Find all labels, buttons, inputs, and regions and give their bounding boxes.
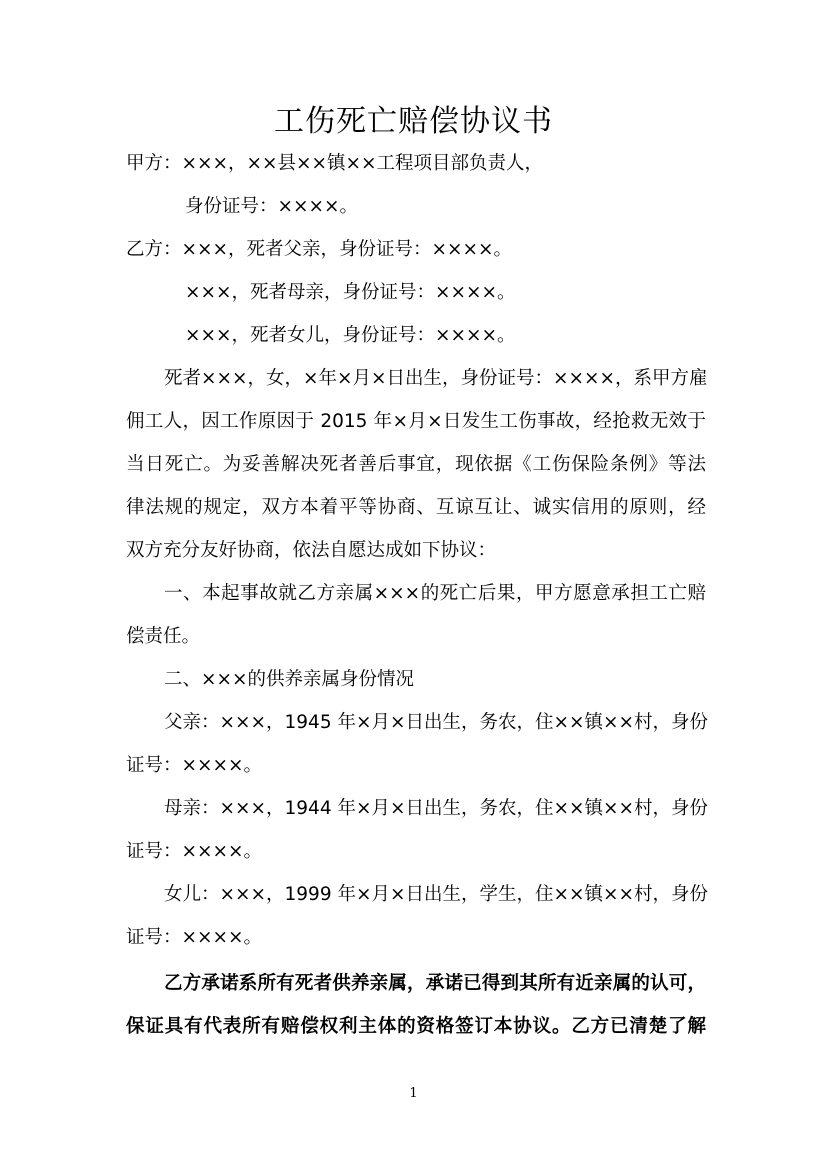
clause-two-heading: 二、×××的供养亲属身份情况 — [164, 669, 415, 690]
paragraph-line: 死者×××，女，×年×月×日出生，身份证号：××××，系甲方雇 — [164, 368, 708, 389]
mother-info-line: 证号：××××。 — [126, 841, 263, 862]
paragraph-line: 佣工人，因工作原因于 2015 年×月×日发生工伤事故，经抢救无效于 — [126, 411, 706, 432]
commitment-line: 乙方承诺系所有死者供养亲属，承诺已得到其所有近亲属的认可， — [164, 973, 706, 994]
paragraph-line: 双方充分友好协商，依法自愿达成如下协议： — [126, 540, 497, 561]
father-info-line: 父亲：×××，1945 年×月×日出生，务农，住××镇××村，身份 — [164, 712, 708, 733]
clause-one-line: 偿责任。 — [126, 626, 201, 647]
party-a-id-line: 身份证号：××××。 — [185, 196, 359, 217]
page-number: 1 — [409, 1086, 418, 1101]
party-b-daughter-line: ×××，死者女儿，身份证号：××××。 — [185, 325, 516, 346]
paragraph-line: 律法规的规定，双方本着平等协商、互谅互让、诚实信用的原则，经 — [126, 497, 706, 518]
commitment-line: 保证具有代表所有赔偿权利主体的资格签订本协议。乙方已清楚了解 — [126, 1016, 706, 1037]
clause-one-line: 一、本起事故就乙方亲属×××的死亡后果，甲方愿意承担工亡赔 — [164, 583, 706, 604]
daughter-info-line: 证号：××××。 — [126, 927, 263, 948]
mother-info-line: 母亲：×××，1944 年×月×日出生，务农，住××镇××村，身份 — [164, 798, 708, 819]
document-title: 工伤死亡赔偿协议书 — [274, 104, 553, 139]
father-info-line: 证号：××××。 — [126, 755, 263, 776]
party-b-mother-line: ×××，死者母亲，身份证号：××××。 — [185, 282, 516, 303]
paragraph-line: 当日死亡。为妥善解决死者善后事宜，现依据《工伤保险条例》等法 — [126, 454, 706, 475]
party-b-father-line: 乙方：×××，死者父亲，身份证号：××××。 — [126, 239, 513, 260]
daughter-info-line: 女儿：×××，1999 年×月×日出生，学生，住××镇××村，身份 — [164, 884, 708, 905]
party-a-line: 甲方：×××，××县××镇××工程项目部负责人， — [126, 153, 544, 174]
